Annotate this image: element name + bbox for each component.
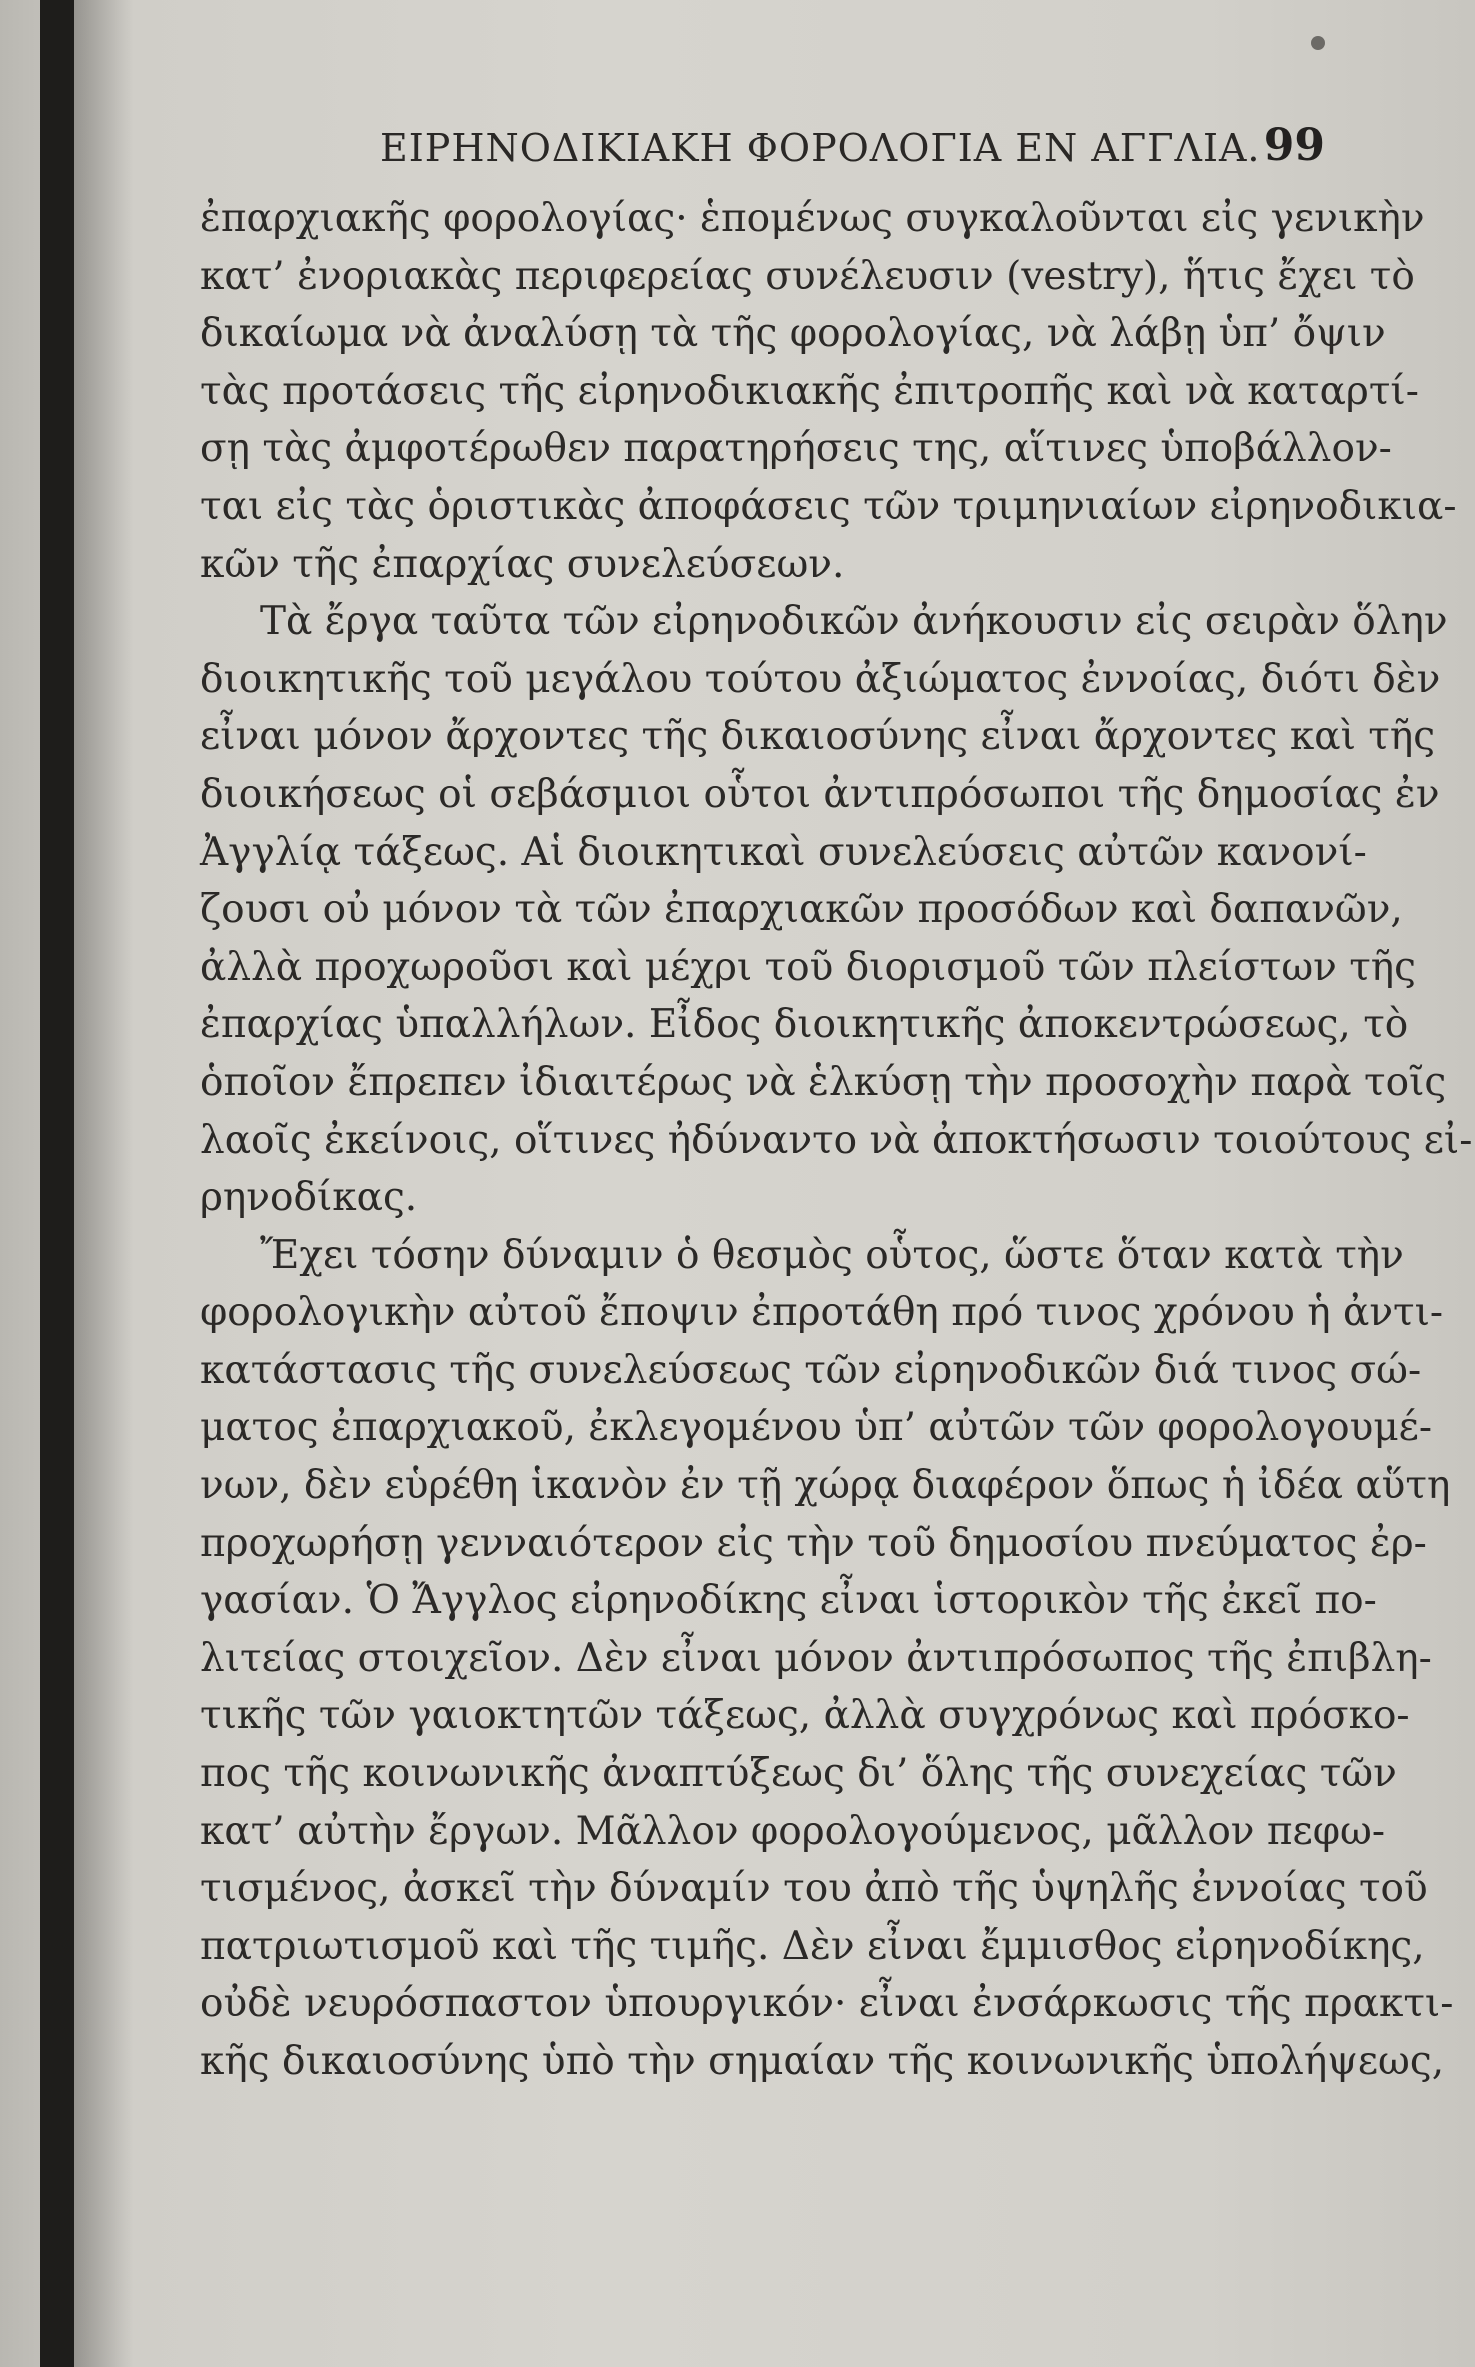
text-line: νων, δὲν εὑρέθη ἱκανὸν ἐν τῇ χώρᾳ διαφέρον ὅπως ἡ ἰδέα αὕτη bbox=[200, 1463, 1451, 1509]
text-line: πος τῆς κοινωνικῆς ἀναπτύξεως δι’ ὅλης τῆς συνεχείας τῶν bbox=[200, 1751, 1397, 1797]
text-line: Ἀγγλίᾳ τάξεως. Αἱ διοικητικαὶ συνελεύσεις αὐτῶν κανονί- bbox=[200, 829, 1367, 875]
running-head bbox=[200, 118, 1335, 178]
text-line: δικαίωμα νὰ ἀναλύσῃ τὰ τῆς φορολογίας, νὰ λάβῃ ὑπ’ ὄψιν bbox=[200, 311, 1386, 357]
text-line: τικῆς τῶν γαιοκτητῶν τάξεως, ἀλλὰ συγχρόνως καὶ πρόσκο- bbox=[200, 1693, 1410, 1739]
text-line: κῶν τῆς ἐπαρχίας συνελεύσεων. bbox=[200, 541, 845, 587]
text-line: κατάστασις τῆς συνελεύσεως τῶν εἰρηνοδικῶν διά τινος σώ- bbox=[200, 1347, 1422, 1393]
text-line: Τὰ ἔργα ταῦτα τῶν εἰρηνοδικῶν ἀνήκουσιν εἰς σειρὰν ὅλην bbox=[260, 599, 1448, 645]
text-line: οὐδὲ νευρόσπαστον ὑπουργικόν· εἶναι ἐνσάρκωσις τῆς πρακτι- bbox=[200, 1981, 1454, 2027]
text-line: πατριωτισμοῦ καὶ τῆς τιμῆς. Δὲν εἶναι ἔμμισθος εἰρηνοδίκης, bbox=[200, 1923, 1425, 1969]
text-line: ἐπαρχιακῆς φορολογίας· ἑπομένως συγκαλοῦνται εἰς γενικὴν bbox=[200, 196, 1425, 241]
ink-spot bbox=[1311, 36, 1325, 50]
text-line: τισμένος, ἀσκεῖ τὴν δύναμίν του ἀπὸ τῆς ὑψηλῆς ἐννοίας τοῦ bbox=[200, 1866, 1428, 1912]
text-line: διοικητικῆς τοῦ μεγάλου τούτου ἀξιώματος ἐννοίας, διότι δὲν bbox=[200, 656, 1441, 702]
text-line: εἶναι μόνον ἄρχοντες τῆς δικαιοσύνης εἶναι ἄρχοντες καὶ τῆς bbox=[200, 714, 1436, 760]
text-line: διοικήσεως οἱ σεβάσμιοι οὗτοι ἀντιπρόσωποι τῆς δημοσίας ἐν bbox=[200, 771, 1440, 817]
text-line: ται εἰς τὰς ὁριστικὰς ἀποφάσεις τῶν τριμηνιαίων εἰρηνοδικια- bbox=[200, 483, 1457, 529]
text-line: ἀλλὰ προχωροῦσι καὶ μέχρι τοῦ διορισμοῦ τῶν πλείστων τῆς bbox=[200, 944, 1417, 990]
text-line: προχωρήσῃ γενναιότερον εἰς τὴν τοῦ δημοσίου πνεύματος ἐρ- bbox=[200, 1520, 1427, 1566]
text-line: τὰς προτάσεις τῆς εἰρηνοδικιακῆς ἐπιτροπῆς καὶ νὰ καταρτί- bbox=[200, 368, 1419, 414]
text-line: λαοῖς ἐκείνοις, οἵτινες ἠδύναντο νὰ ἀποκτήσωσιν τοιούτους εἰ- bbox=[200, 1117, 1473, 1163]
text-line: γασίαν. Ὁ Ἄγγλος εἰρηνοδίκης εἶναι ἱστορικὸν τῆς ἐκεῖ πο- bbox=[200, 1578, 1377, 1624]
book-spine bbox=[40, 0, 74, 2367]
text-line: ρηνοδίκας. bbox=[200, 1175, 418, 1221]
text-line: κατ’ αὐτὴν ἔργων. Μᾶλλον φορολογούμενος, μᾶλλον πεφω- bbox=[200, 1808, 1386, 1854]
text-line: ματος ἐπαρχιακοῦ, ἐκλεγομένου ὑπ’ αὐτῶν τῶν φορολογουμέ- bbox=[200, 1405, 1433, 1451]
text-line: ζουσι οὐ μόνον τὰ τῶν ἐπαρχιακῶν προσόδων καὶ δαπανῶν, bbox=[200, 887, 1403, 933]
text-line: κῆς δικαιοσύνης ὑπὸ τὴν σημαίαν τῆς κοινωνικῆς ὑπολήψεως, bbox=[200, 2039, 1445, 2084]
text-line: σῃ τὰς ἀμφοτέρωθεν παρατηρήσεις της, αἵτινες ὑποβάλλον- bbox=[200, 426, 1392, 472]
text-line: λιτείας στοιχεῖον. Δὲν εἶναι μόνον ἀντιπρόσωπος τῆς ἐπιβλη- bbox=[200, 1635, 1432, 1681]
spine-shadow bbox=[74, 0, 134, 2367]
page-number: 99 bbox=[1263, 120, 1325, 171]
text-line: κατ’ ἐνοριακὰς περιφερείας συνέλευσιν (vestry), ἥτις ἔχει τὸ bbox=[200, 253, 1415, 299]
text-line: Ἔχει τόσην δύναμιν ὁ θεσμὸς οὗτος, ὥστε ὅταν κατὰ τὴν bbox=[260, 1232, 1404, 1278]
running-title: ΕΙΡΗΝΟΔΙΚΙΑΚΗ ΦΟΡΟΛΟΓΙΑ ΕΝ ΑΓΓΛΙΑ. bbox=[380, 126, 1261, 170]
text-line: φορολογικὴν αὐτοῦ ἔποψιν ἐπροτάθη πρό τινος χρόνου ἡ ἀντι- bbox=[200, 1290, 1444, 1336]
text-line: ὁποῖον ἔπρεπεν ἰδιαιτέρως νὰ ἑλκύσῃ τὴν προσοχὴν παρὰ τοῖς bbox=[200, 1059, 1447, 1105]
body-text bbox=[200, 190, 1473, 2310]
text-line: ἐπαρχίας ὑπαλλήλων. Εἶδος διοικητικῆς ἀποκεντρώσεως, τὸ bbox=[200, 1002, 1409, 1048]
